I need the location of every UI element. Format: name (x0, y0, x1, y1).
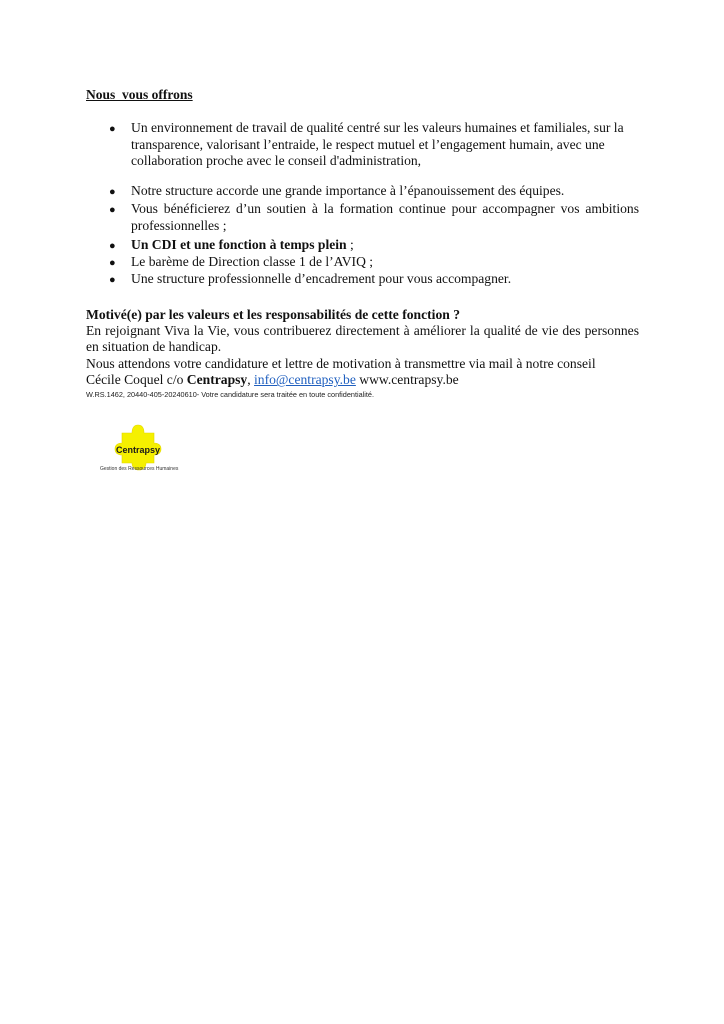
bullet-item: ● Le barème de Direction classe 1 de l’AVIQ ; (131, 254, 639, 271)
bullet-dot-icon: ● (109, 274, 116, 286)
bullet-item: ● Un environnement de travail de qualité centré sur les valeurs humaines et familiales, sur la transparence, valorisant l’entraide, le respect mutuel et l’engagement humain, avec une collaboration proche avec le conseil d'administration, (109, 120, 624, 169)
bullet-item: ● Notre structure accorde une grande importance à l’épanouissement des équipes. (131, 183, 639, 200)
section-heading-offer: Nous vous offrons (86, 87, 193, 102)
bullet-dot-icon: ● (109, 123, 116, 135)
bullet-item: ● Vous bénéficierez d’un soutien à la formation continue pour accompagner vos ambitions professionnelles ; (109, 201, 639, 233)
bullet-dot-icon: ● (109, 186, 116, 198)
bullet-dot-icon: ● (109, 257, 116, 269)
paragraph-application: Nous attendons votre candidature et lettre de motivation à transmettre via mail à notre conseil Cécile Coquel c/o Centrapsy, info@centrapsy.be www.centrapsy.be (86, 356, 596, 388)
bullet-item: ● Un CDI et une fonction à temps plein ; (131, 237, 639, 254)
email-link[interactable]: info@centrapsy.be (254, 372, 356, 388)
reference-note: W.RS.1462, 20440-405-20240610- Votre candidature sera traitée en toute confidentialité. (86, 390, 375, 399)
company-name: Centrapsy (186, 372, 248, 388)
logo-wordmark: Centrapsy (115, 445, 161, 455)
logo-caption: Gestion des Ressources Humaines (100, 466, 179, 472)
website-text: www.centrapsy.be (355, 372, 459, 388)
bullet-item: ● Une structure professionnelle d’encadrement pour vous accompagner. (131, 271, 639, 288)
bullet-dot-icon: ● (109, 204, 116, 216)
section-heading-motivation: Motivé(e) par les valeurs et les responsabilités de cette fonction ? (86, 307, 461, 322)
bullet-dot-icon: ● (109, 240, 116, 252)
paragraph-mission: En rejoignant Viva la Vie, vous contribuerez directement à améliorer la qualité de vie des personnes en situation de handicap. (86, 323, 639, 355)
